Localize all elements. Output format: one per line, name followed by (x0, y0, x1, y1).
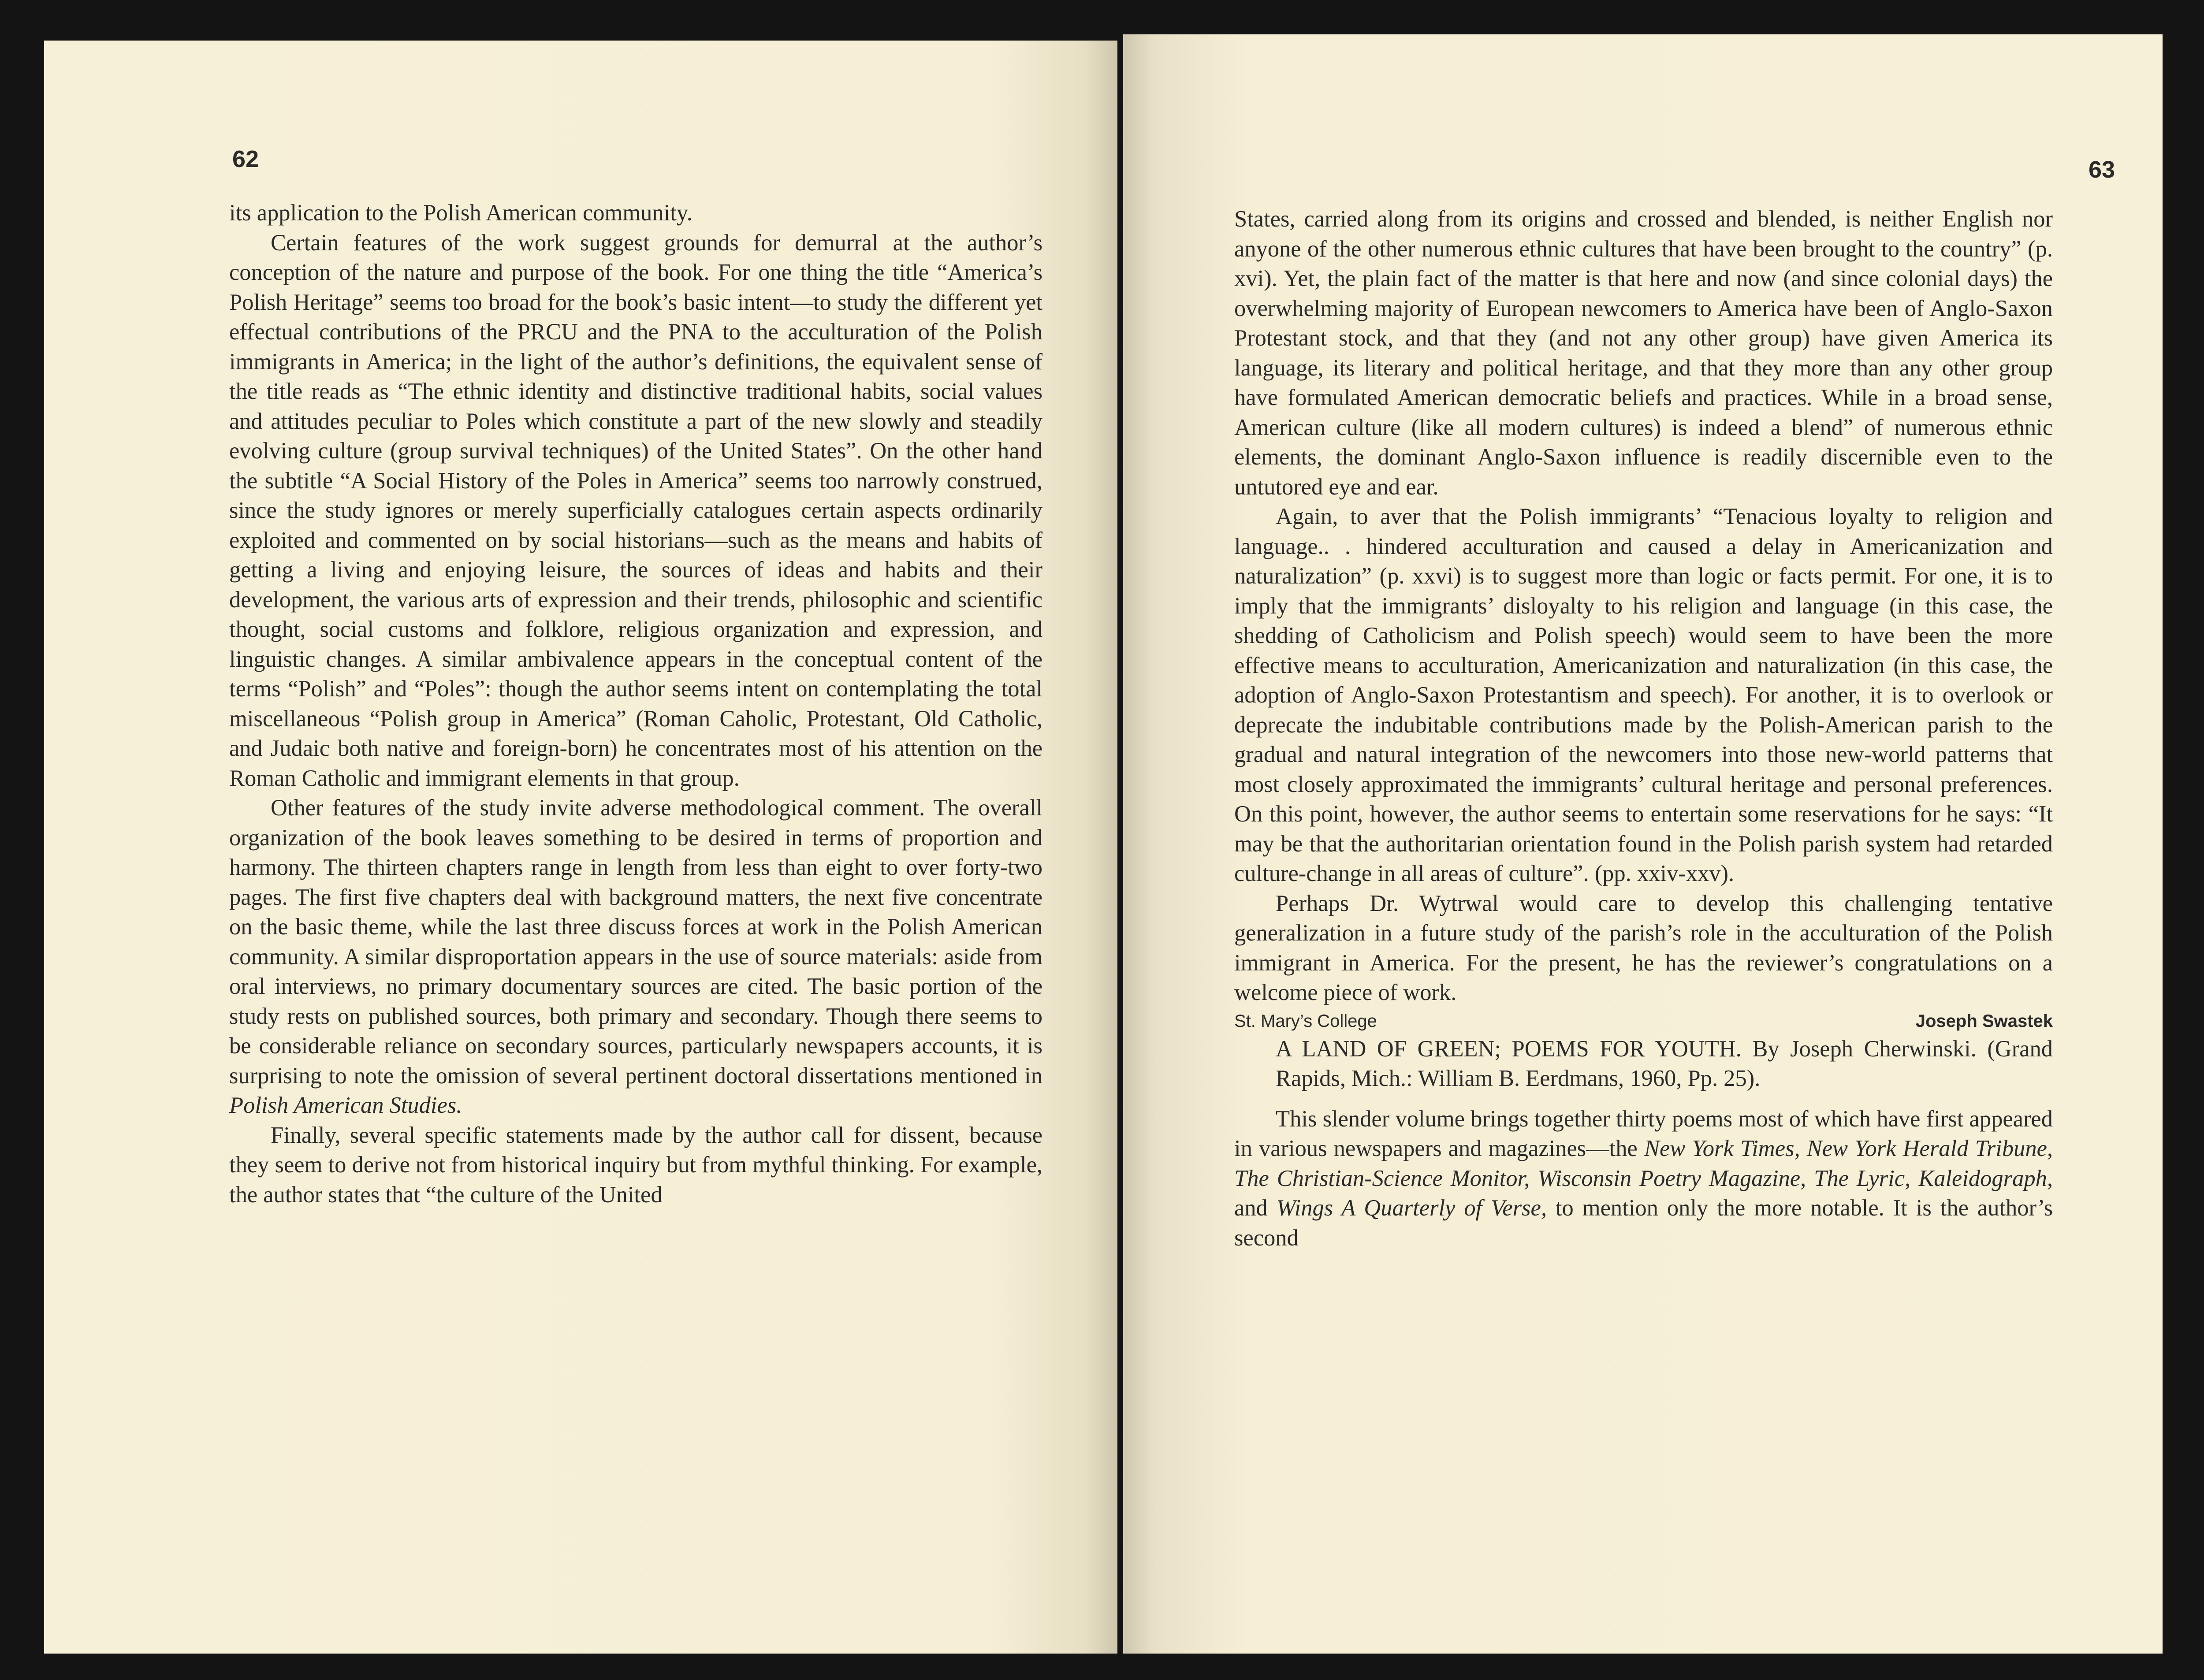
paragraph: Certain features of the work suggest grounds for demurral at the author’s conception of the nature and purpose of the book. For one thing the title “America’s Polish Heritage” seems too broad for the book’s basic intent—to study the different yet effectual contributions of the PRCU and the PNA to the acculturation of the Polish immigrants in America; in the light of the author’s definitions, the equivalent sense of the title reads as “The ethnic identity and distinctive traditional habits, social values and attitudes peculiar to Poles which constitute a part of the new slowly and steadily evolving culture (group survival techniques) of the United States”. On the other hand the subtitle “A Social History of the Poles in America” seems too narrowly construed, since the study ignores or merely superficially catalogues certain aspects ordinarily exploited and commented on by social historians—such as the means and habits of getting a living and enjoying leisure, the sources of ideas and habits and their development, the various arts of expression and their trends, philosophic and scientific thought, social customs and folklore, religious organization and expression, and linguistic changes. A similar ambivalence appears in the conceptual content of the terms “Polish” and “Poles”: though the author seems intent on contemplating the total miscellaneous “Polish group in America” (Roman Caholic, Protestant, Old Catholic, and Judaic both native and foreign-born) he concentrates most of his attention on the Roman Catholic and immigrant elements in that group. (229, 230, 1042, 791)
conjunction: and (1234, 1195, 1268, 1221)
paragraph: Finally, several specific statements made by the author call for dissent, because they seem to derive not from historical inquiry but from mythful thinking. For example, the author states that “the culture of the United (229, 1122, 1042, 1208)
reviewer-institution: St. Mary’s College (1234, 1011, 1377, 1031)
paragraph: Again, to aver that the Polish immigrants’ “Tenacious loyalty to religion and language.. . hindered acculturation and caused a delay in Americanization and naturalization” (p. xxvi) is to suggest more than logic or facts permit. For one, it is to imply that the immigrants’ disloyalty to his religion and language (in this case, the shedding of Catholicism and Polish speech) would seem to have been the more effective means to acculturation, Americanization and naturalization (in this case, the adoption of Anglo-Saxon Protestantism and speech). For another, it is to overlook or deprecate the indubitable contributions made by the Polish-American parish to the gradual and natural integration of the newcomers into those new-world patterns that most closely approximated the immigrants’ cultural heritage and personal preferences. On this point, however, the author seems to entertain some reservations for he says: “It may be that the authoritarian orientation found in the Polish parish system had retarded culture-change in all areas of culture”. (pp. xxiv-xxv). (1234, 504, 2053, 886)
paragraph (1234, 1104, 2053, 1253)
book-review-heading: A LAND OF GREEN; POEMS FOR YOUTH. By Joseph Cherwinski. (Grand Rapids, Mich.: William B. Eerdmans, 1960, Pp. 25). (1276, 1036, 2053, 1091)
reviewer-name: Joseph Swastek (1915, 1011, 2053, 1031)
left-page-text (229, 198, 1042, 1210)
review-signature (1234, 1008, 2053, 1034)
paragraph-text: This slender volume brings together thirty poems most of which have first appeared in various newspapers and magazines—the (1234, 1106, 2053, 1161)
journal-title: Polish American Studies. (229, 1093, 462, 1118)
right-page-text (1234, 204, 2053, 1253)
paragraph (229, 793, 1042, 1121)
page-number-right: 63 (2089, 156, 2115, 183)
paragraph-text: Other features of the study invite adverse methodological comment. The overall organization of the book leaves something to be desired in terms of proportion and harmony. The thirteen chapters range in length from less than eight to over forty-two pages. The first five chapters deal with background matters, the next five concentrate on the basic theme, while the last three discuss forces at work in the Polish American community. A similar disproportation appears in the use of source materials: aside from oral interviews, no primary documentary sources are cited. The basic portion of the study rests on published sources, both primary and secondary. Though there seems to be considerable reliance on secondary sources, particularly newspapers accounts, it is surprising to note the omission of several pertinent doctoral dissertations mentioned in (229, 795, 1042, 1089)
page-number-left: 62 (232, 146, 259, 172)
paragraph-text: to mention only the more notable. It is the author’s second (1234, 1195, 2053, 1251)
paragraph: its application to the Polish American community. (229, 200, 692, 226)
publication-title: Wings A Quarterly of Verse, (1276, 1195, 1547, 1221)
right-page (1123, 34, 2163, 1654)
publication-titles: New York Times, New York Herald Tribune, The Christian-Science Monitor, Wisconsin Poetry Magazine, The Lyric, Kaleidograph, (1234, 1136, 2053, 1191)
paragraph: States, carried along from its origins and crossed and blended, is neither English nor anyone of the other numerous ethnic cultures that have been brought to the country” (p. xvi). Yet, the plain fact of the matter is that here and now (and since colonial days) the overwhelming majority of European newcomers to America have been of Anglo-Saxon Protestant stock, and that they (and not any other group) have given America its language, its literary and political heritage, and that they more than any other group have formulated American democratic beliefs and practices. While in a broad sense, American culture (like all modern cultures) is indeed a blend” of numerous ethnic elements, the dominant Anglo-Saxon influence is readily discernible even to the untutored eye and ear. (1234, 206, 2053, 500)
paragraph: Perhaps Dr. Wytrwal would care to develop this challenging tentative generalization in a future study of the parish’s role in the acculturation of the Polish immigrant in America. For the present, he has the reviewer’s congratulations on a welcome piece of work. (1234, 890, 2053, 1005)
